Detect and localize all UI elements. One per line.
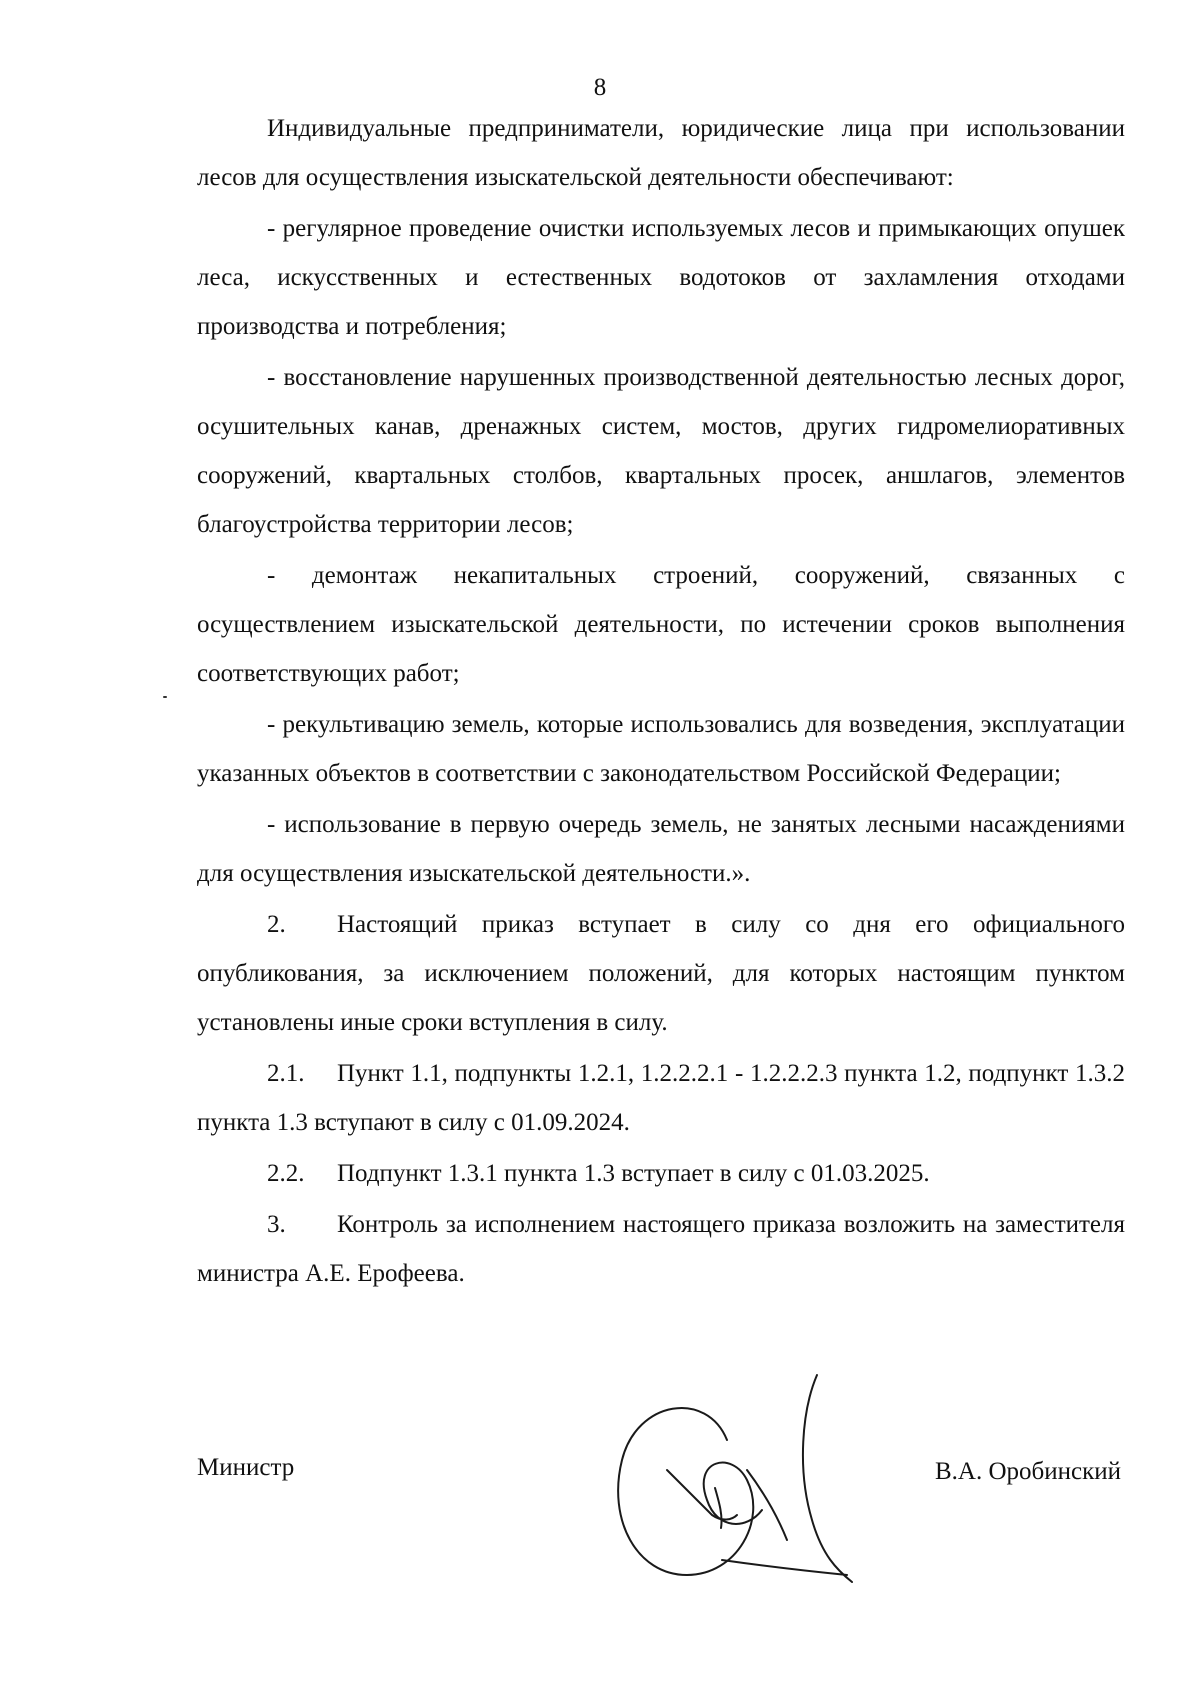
list-item-cleaning: - регулярное проведение очистки используемых лесов и примыкающих опушек леса, искусственных и естественных водотоков от захламления отходами производства и потребления; — [197, 215, 1125, 340]
scan-artifact — [163, 696, 167, 698]
clause-3 — [197, 1200, 1125, 1298]
list-item-land-use: - использование в первую очередь земель, не занятых лесными насаждениями для осуществления изыскательской деятельности.». — [197, 811, 1125, 887]
clause-number: 3. — [267, 1211, 286, 1238]
clause-number: 2. — [267, 911, 286, 938]
clause-2 — [197, 900, 1125, 1047]
clause-text: Контроль за исполнением настоящего приказа возложить на заместителя министра А.Е. Ерофеева. — [197, 1211, 1125, 1287]
page-number: 8 — [593, 74, 607, 101]
paragraph-intro: Индивидуальные предприниматели, юридические лица при использовании лесов для осуществления изыскательской деятельности обеспечивают: — [197, 115, 1125, 191]
clause-text: Настоящий приказ вступает в силу со дня его официального опубликования, за исключением положений, для которых настоящим пунктом установлены иные сроки вступления в силу. — [197, 911, 1125, 1036]
clause-text: Подпункт 1.3.1 пункта 1.3 вступает в силу с 01.03.2025. — [337, 1160, 930, 1187]
list-item-recultivation: - рекультивацию земель, которые использовались для возведения, эксплуатации указанных объектов в соответствии с законодательством Российской Федерации; — [197, 711, 1125, 787]
document-body — [197, 104, 1125, 1300]
clause-number: 2.2. — [267, 1160, 305, 1187]
clause-text: Пункт 1.1, подпункты 1.2.1, 1.2.2.2.1 - 1.2.2.2.3 пункта 1.2, подпункт 1.3.2 пункта 1.3 вступают в силу с 01.09.2024. — [197, 1060, 1125, 1136]
list-item-restoration: - восстановление нарушенных производственной деятельностью лесных дорог, осушительных канав, дренажных систем, мостов, других гидромелиоративных сооружений, квартальных столбов, квартальных просек, аншлагов, элементов благоустройства территории лесов; — [197, 364, 1125, 538]
list-item-dismantling: - демонтаж некапитальных строений, сооружений, связанных с осуществлением изыскательской деятельности, по истечении сроков выполнения соответствующих работ; — [197, 562, 1125, 687]
clause-2-1 — [197, 1049, 1125, 1147]
signatory-title: Министр — [197, 1454, 295, 1481]
signature-block — [197, 1380, 1125, 1580]
handwritten-signature — [597, 1370, 857, 1585]
clause-2-2 — [197, 1149, 1125, 1198]
clause-number: 2.1. — [267, 1060, 305, 1087]
signatory-name: В.А. Оробинский — [934, 1458, 1121, 1485]
